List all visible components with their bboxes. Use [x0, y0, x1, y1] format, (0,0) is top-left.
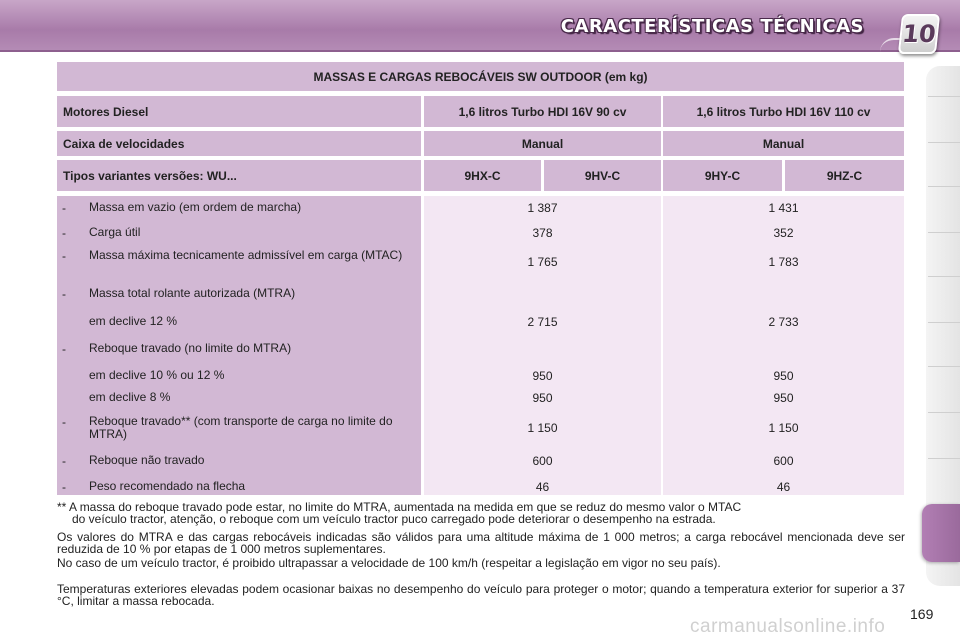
row-value-90: 2 715: [527, 315, 558, 329]
gearbox-1: Manual: [424, 131, 661, 156]
chapter-tab-active[interactable]: [922, 504, 960, 562]
chapter-tab[interactable]: [928, 186, 960, 187]
gearbox-label: Caixa de velocidades: [57, 131, 421, 156]
row-dash: -: [62, 342, 66, 356]
row-value-90: 1 387: [527, 201, 558, 215]
variant-9hz: 9HZ-C: [785, 160, 904, 191]
row-label: em declive 10 % ou 12 %: [89, 368, 225, 382]
row-value-110: 1 783: [768, 255, 799, 269]
variant-9hv: 9HV-C: [544, 160, 661, 191]
row-value-110: 46: [776, 480, 791, 494]
row-dash: -: [62, 454, 66, 468]
row-value-90: 600: [532, 454, 553, 468]
row-label: Massa total rolante autorizada (MTRA): [89, 286, 296, 300]
values-column-90: [424, 196, 661, 495]
chapter-tab[interactable]: [928, 96, 960, 97]
row-value-90: 1 150: [527, 421, 558, 435]
values-column-110: [663, 196, 904, 495]
chapter-tab[interactable]: [928, 142, 960, 143]
chapter-tab[interactable]: [928, 322, 960, 323]
row-label: Peso recomendado na flecha: [89, 479, 246, 493]
engine-label: Motores Diesel: [57, 96, 421, 127]
chapter-badge: 10: [898, 14, 940, 54]
row-label: Reboque não travado: [89, 453, 205, 467]
row-dash: -: [62, 287, 66, 301]
row-label: Massa máxima tecnicamente admissível em carga (MTAC): [89, 248, 403, 262]
row-value-90: 950: [532, 369, 553, 383]
footnote-line2: do veículo tractor, atenção, o reboque com um veículo tractor puco carregado pode deteriorar o desempenho na estrada.: [72, 512, 716, 526]
row-label: Massa em vazio (em ordem de marcha): [89, 200, 302, 214]
row-value-110: 352: [773, 226, 794, 240]
row-value-110: 950: [773, 369, 794, 383]
row-value-110: 600: [773, 454, 794, 468]
row-label: Reboque travado** (com transporte de carga no limite do MTRA): [89, 414, 393, 441]
row-dash: -: [62, 226, 66, 240]
page-title: CARACTERÍSTICAS TÉCNICAS: [560, 16, 864, 37]
variant-9hy: 9HY-C: [663, 160, 782, 191]
row-dash: -: [62, 415, 66, 429]
variants-label: Tipos variantes versões: WU...: [57, 160, 421, 191]
row-value-90: 46: [535, 480, 550, 494]
row-dash: -: [62, 201, 66, 215]
chapter-tab[interactable]: [928, 458, 960, 459]
row-value-110: 1 431: [768, 201, 799, 215]
row-value-90: 378: [532, 226, 553, 240]
chapter-tab[interactable]: [928, 366, 960, 367]
row-value-90: 950: [532, 391, 553, 405]
row-label: em declive 8 %: [89, 390, 171, 404]
engine-90: 1,6 litros Turbo HDI 16V 90 cv: [424, 96, 661, 127]
paragraph-altitude: Os valores do MTRA e das cargas rebocáveis indicadas são válidos para uma altitude máxima de 1 000 metros; a carga rebocável mencionada deve ser reduzida de 10 % por etapas de 1 000 metros suplementares.: [57, 530, 905, 556]
chapter-tab[interactable]: [928, 232, 960, 233]
row-label: em declive 12 %: [89, 314, 178, 328]
chapter-tab[interactable]: [928, 412, 960, 413]
paragraph-temperature: Temperaturas exteriores elevadas podem ocasionar baixas no desempenho do veículo para proteger o motor; quando a temperatura exterior for superior a 37 °C, limitar a massa rebocada.: [57, 582, 905, 608]
row-dash: -: [62, 480, 66, 494]
watermark: carmanualsonline.info: [690, 616, 886, 637]
chapter-tab[interactable]: [928, 276, 960, 277]
engine-110: 1,6 litros Turbo HDI 16V 110 cv: [663, 96, 904, 127]
row-value-90: 1 765: [527, 255, 558, 269]
variant-9hx: 9HX-C: [424, 160, 541, 191]
page-number: 169: [910, 606, 934, 622]
row-label: Reboque travado (no limite do MTRA): [89, 341, 292, 355]
row-value-110: 2 733: [768, 315, 799, 329]
row-value-110: 1 150: [768, 421, 799, 435]
paragraph-speed: No caso de um veículo tractor, é proibido ultrapassar a velocidade de 100 km/h (respeitar a legislação em vigor no seu país).: [57, 556, 721, 570]
row-label: Carga útil: [89, 225, 141, 239]
footnote-line1: ** A massa do reboque travado pode estar, no limite do MTRA, aumentada na medida em que se reduz do mesmo valor o MTAC: [57, 500, 742, 514]
table-title: MASSAS E CARGAS REBOCÁVEIS SW OUTDOOR (em kg): [57, 62, 904, 91]
gearbox-2: Manual: [663, 131, 904, 156]
row-dash: -: [62, 249, 66, 263]
row-value-110: 950: [773, 391, 794, 405]
